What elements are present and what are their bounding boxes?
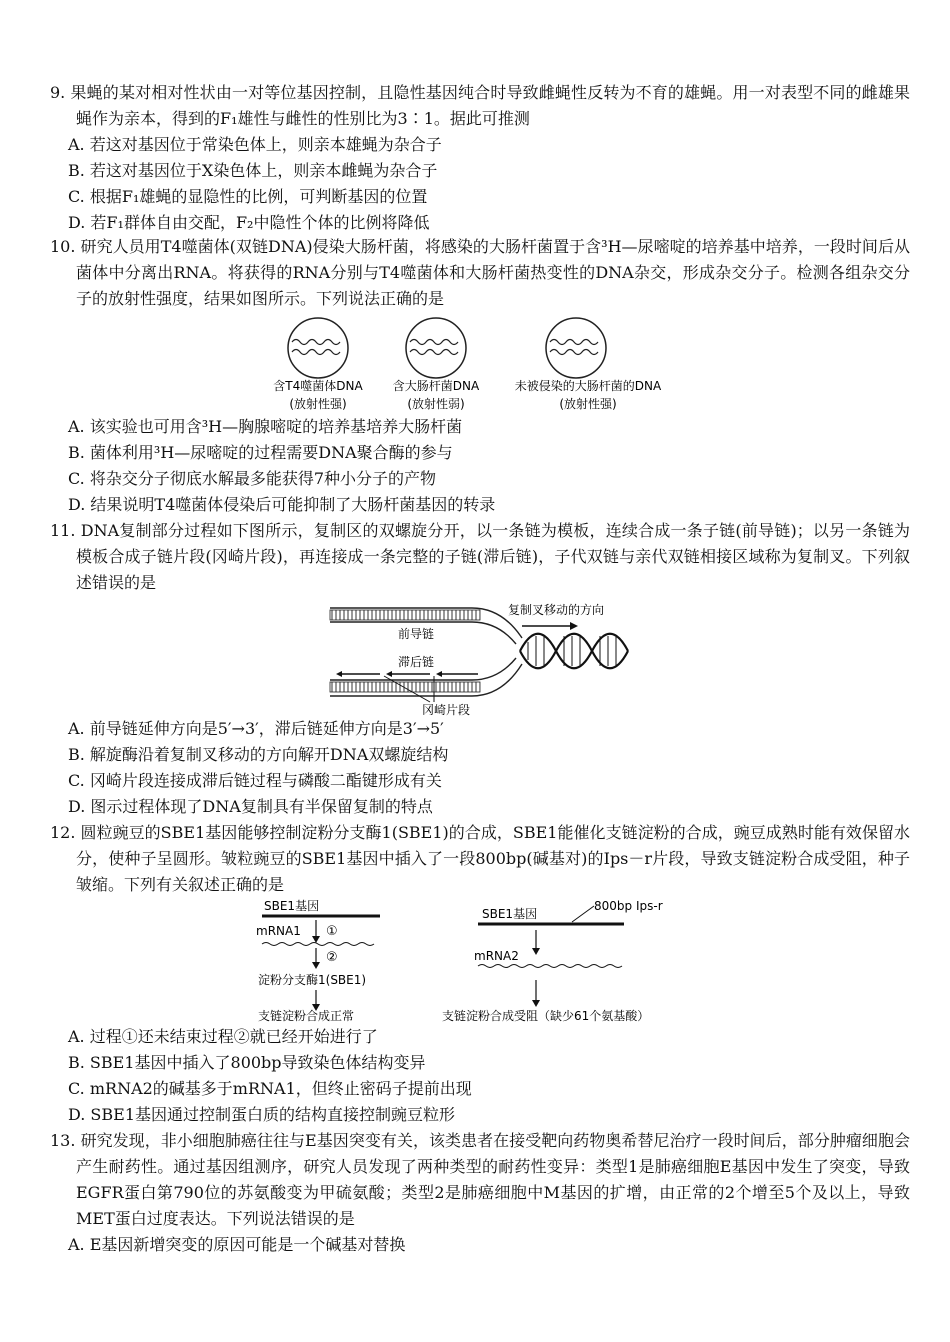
left-result-label: 支链淀粉合成正常 xyxy=(258,1009,355,1023)
label-ecoli-dna: 含大肠杆菌DNA xyxy=(392,379,480,393)
question-11 xyxy=(50,518,910,596)
question-13 xyxy=(50,1128,910,1258)
option-c: C. 根据F₁雄蝇的显隐性的比例，可判断基因的位置 xyxy=(68,187,428,206)
option-b: B. 若这对基因位于X染色体上，则亲本雌蝇为杂合子 xyxy=(68,161,438,180)
option-b: B. 解旋酶沿着复制叉移动的方向解开DNA双螺旋结构 xyxy=(68,745,449,764)
question-10-options xyxy=(50,414,910,518)
insert-label: 800bp Ips-r xyxy=(594,899,663,913)
step-1-marker: ① xyxy=(326,924,338,939)
left-gene-label: SBE1基因 xyxy=(264,899,320,913)
replication-fork-figure xyxy=(322,598,644,716)
question-stem: 10. 研究人员用T4噬菌体(双链DNA)侵染大肠杆菌，将感染的大肠杆菌置于含³H—尿嘧啶的培养基中培养，一段时间后从菌体中分离出RNA。将获得的RNA分别与T4噬菌体和大肠杆菌热变性的DNA杂交，形成杂交分子。检测各组杂交分子的放射性强度，结果如图所示。下列说法正确的是 xyxy=(50,237,910,308)
option-a: A. 前导链延伸方向是5′→3′，滞后链延伸方向是3′→5′ xyxy=(68,719,444,738)
circle-uninfected-dna xyxy=(546,318,606,378)
fork-direction-arrow xyxy=(522,622,578,630)
option-c: C. 冈崎片段连接成滞后链过程与磷酸二酯键形成有关 xyxy=(68,771,442,790)
option-d: D. SBE1基因通过控制蛋白质的结构直接控制豌豆粒形 xyxy=(68,1105,456,1124)
insert-pointer xyxy=(572,906,594,922)
option-b: B. SBE1基因中插入了800bp导致染色体结构变异 xyxy=(68,1053,426,1072)
option-a: A. 若这对基因位于常染色体上，则亲本雄蝇为杂合子 xyxy=(68,135,442,154)
question-12 xyxy=(50,820,910,898)
option-d: D. 若F₁群体自由交配，F₂中隐性个体的比例将降低 xyxy=(68,213,430,232)
question-stem: 11. DNA复制部分过程如下图所示，复制区的双螺旋分开，以一条链为模板，连续合成一条子链(前导链)；以另一条链为模板合成子链片段(冈崎片段)，再连接成一条完整的子链(滞后链)，子代双链与亲代双链相接区域称为复制叉。下列叙述错误的是 xyxy=(50,521,910,592)
label-t4-dna: 含T4噬菌体DNA xyxy=(273,379,363,393)
right-result-label: 支链淀粉合成受阻（缺少61个氨基酸） xyxy=(442,1009,650,1023)
mrna1-wave xyxy=(262,943,374,946)
option-a: A. 该实验也可用含³H—胸腺嘧啶的培养基培养大肠杆菌 xyxy=(68,417,463,436)
circle-t4-dna xyxy=(288,318,348,378)
option-d: D. 结果说明T4噬菌体侵染后可能抑制了大肠杆菌基因的转录 xyxy=(68,495,496,514)
fork-direction-label: 复制叉移动的方向 xyxy=(508,603,605,617)
option-c: C. mRNA2的碱基多于mRNA1，但终止密码子提前出现 xyxy=(68,1079,472,1098)
option-b: B. 菌体利用³H—尿嘧啶的过程需要DNA聚合酶的参与 xyxy=(68,443,453,462)
mrna2-wave xyxy=(478,965,622,968)
question-10 xyxy=(50,234,910,312)
sublabel-t4-dna: (放射性强) xyxy=(289,397,347,411)
sublabel-ecoli-dna: (放射性弱) xyxy=(407,397,465,411)
label-uninfected-dna: 未被侵染的大肠杆菌的DNA xyxy=(514,379,662,393)
double-helix xyxy=(520,634,628,669)
question-stem: 9. 果蝇的某对相对性状由一对等位基因控制，且隐性基因纯合时导致雌蝇性反转为不育的雄蝇。用一对表型不同的雌雄果蝇作为亲本，得到的F₁雄性与雌性的性别比为3∶1。据此可推测 xyxy=(50,83,910,128)
option-d: D. 图示过程体现了DNA复制具有半保留复制的特点 xyxy=(68,797,433,816)
question-stem: 12. 圆粒豌豆的SBE1基因能够控制淀粉分支酶1(SBE1)的合成，SBE1能催化支链淀粉的合成，豌豆成熟时能有效保留水分，使种子呈圆形。皱粒豌豆的SBE1基因中插入了一段800bp(碱基对)的Ips－r片段，导致支链淀粉合成受阻，种子皱缩。下列有关叙述正确的是 xyxy=(50,823,910,894)
sublabel-uninfected-dna: (放射性强) xyxy=(559,397,617,411)
right-mrna-label: mRNA2 xyxy=(474,949,519,963)
question-9 xyxy=(50,80,910,236)
left-mrna-label: mRNA1 xyxy=(256,924,301,938)
lagging-strand-label: 滞后链 xyxy=(398,655,435,669)
sbe1-gene-figure xyxy=(252,898,712,1026)
enzyme-label: 淀粉分支酶1(SBE1) xyxy=(258,973,367,987)
option-a: A. E基因新增突变的原因可能是一个碱基对替换 xyxy=(68,1235,406,1254)
question-12-options xyxy=(50,1024,910,1128)
okazaki-fragment-label: 冈崎片段 xyxy=(422,703,471,716)
circle-ecoli-dna xyxy=(406,318,466,378)
question-stem: 13. 研究发现，非小细胞肺癌往往与E基因突变有关，该类患者在接受靶向药物奥希替尼治疗一段时间后，部分肿瘤细胞会产生耐药性。通过基因组测序，研究人员发现了两种类型的耐药性变异：类型1是肺癌细胞E基因中发生了突变，导致EGFR蛋白第790位的苏氨酸变为甲硫氨酸；类型2是肺癌细胞中M基因的扩增，由正常的2个增至5个及以上，导致MET蛋白过度表达。下列说法错误的是 xyxy=(50,1131,910,1228)
question-11-options xyxy=(50,716,910,820)
leading-strand-label: 前导链 xyxy=(398,627,435,641)
option-a: A. 过程①还未结束过程②就已经开始进行了 xyxy=(68,1027,378,1046)
right-gene-label: SBE1基因 xyxy=(482,907,538,921)
option-c: C. 将杂交分子彻底水解最多能获得7种小分子的产物 xyxy=(68,469,437,488)
step-2-marker: ② xyxy=(326,950,338,965)
hybrid-dna-figure xyxy=(270,314,680,414)
